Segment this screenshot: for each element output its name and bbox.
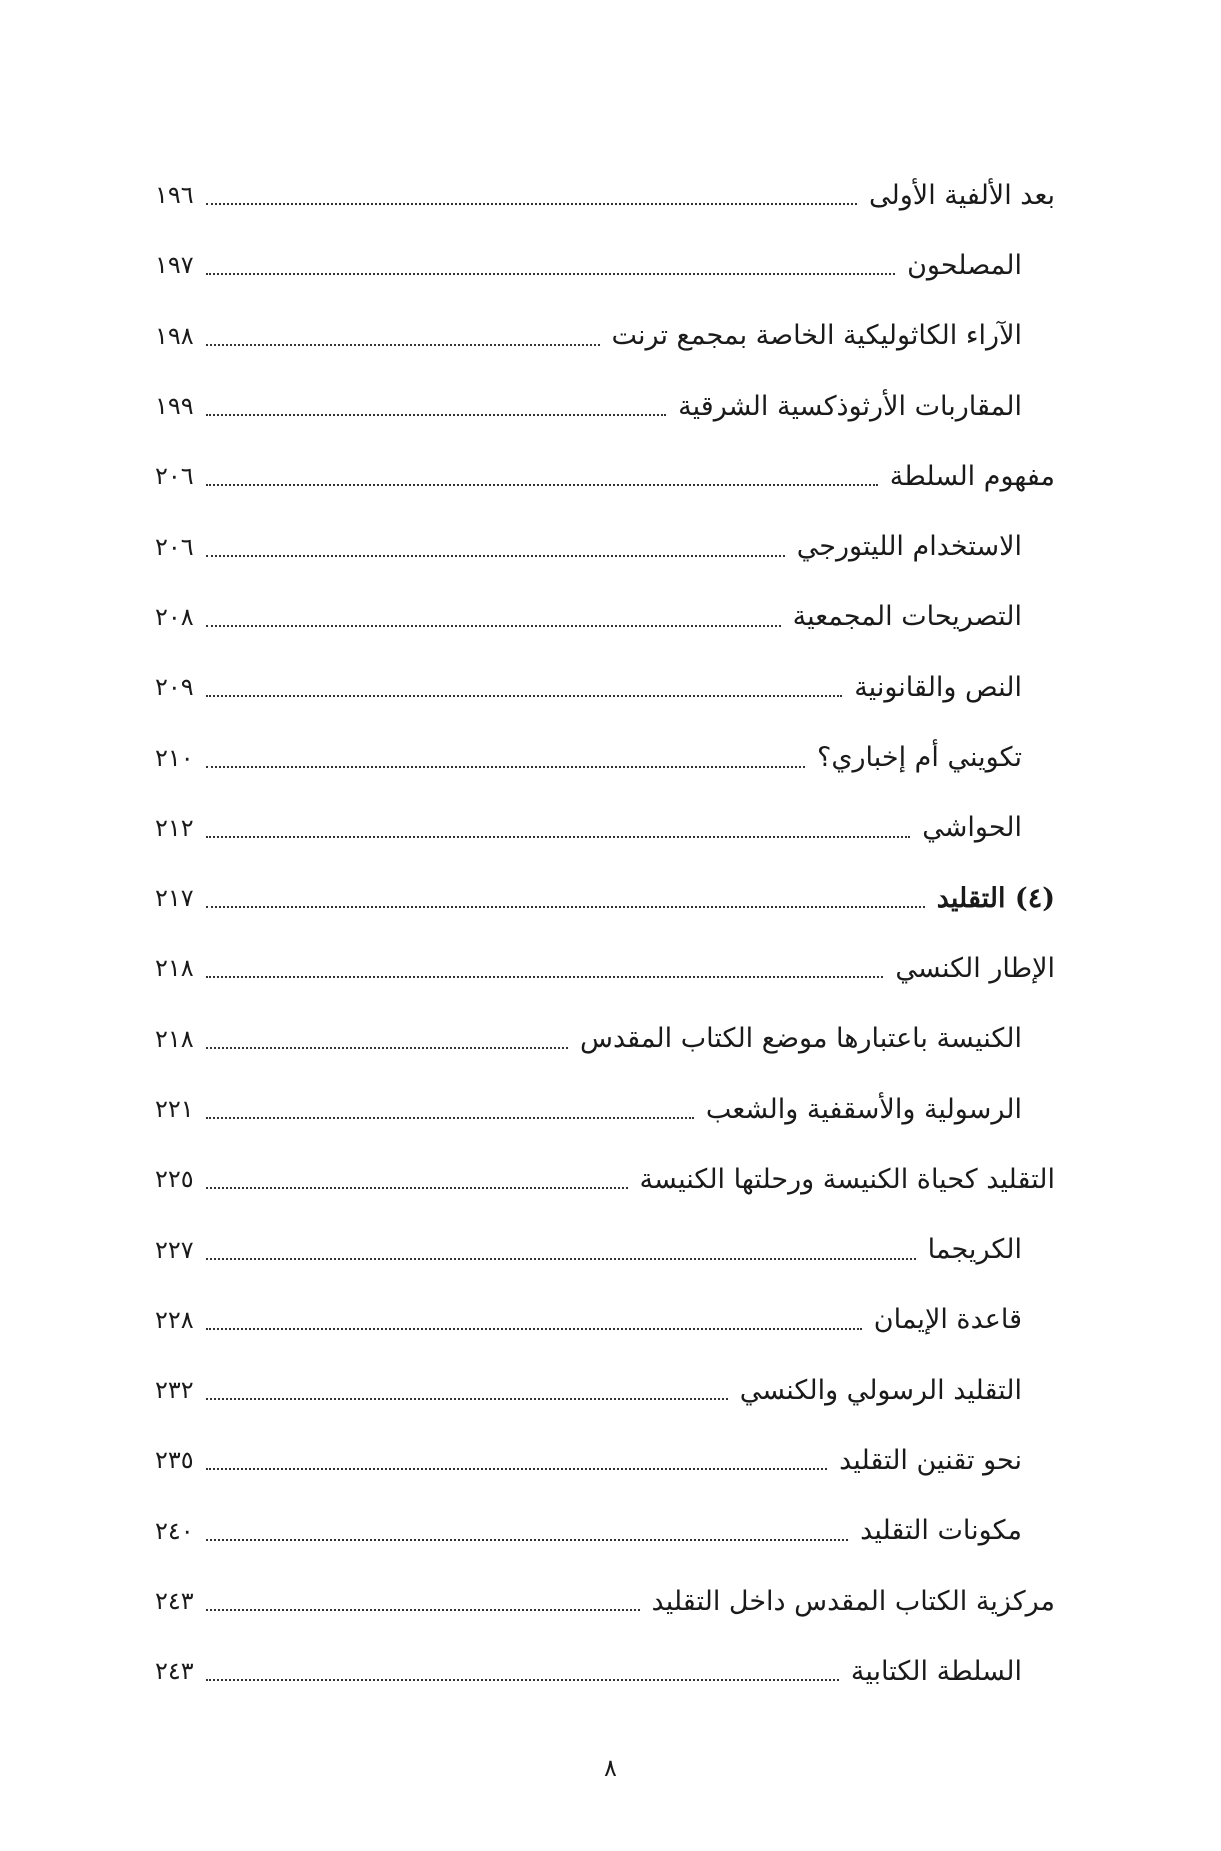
toc-entry-title: مكونات التقليد	[860, 1515, 1022, 1547]
toc-entry	[155, 1144, 1055, 1214]
toc-entry	[155, 652, 1055, 722]
toc-entry-title: السلطة الكتابية	[850, 1655, 1022, 1687]
toc-entry-page: ٢٣٥	[155, 1446, 194, 1475]
toc-entry-page: ١٩٦	[155, 181, 194, 210]
dot-leader	[206, 1398, 728, 1400]
toc-entry	[155, 1355, 1055, 1425]
toc-entry-title: تكويني أم إخباري؟	[817, 742, 1022, 774]
dot-leader	[206, 344, 600, 346]
toc-entry-page: ٢٣٢	[155, 1376, 194, 1405]
toc-entry-page: ٢٢٧	[155, 1235, 194, 1264]
toc-entry-title: الحواشي	[922, 812, 1022, 844]
dot-leader	[206, 273, 895, 275]
toc-entry-page: ٢٠٨	[155, 602, 194, 631]
toc-entry	[155, 1566, 1055, 1636]
dot-leader	[206, 625, 781, 627]
toc-entry	[155, 371, 1055, 441]
toc-entry-page: ١٩٨	[155, 321, 194, 350]
toc-entry-page: ٢٠٦	[155, 532, 194, 561]
toc-entry-title: التقليد الرسولي والكنسي	[739, 1374, 1022, 1406]
toc-entry-page: ١٩٧	[155, 251, 194, 280]
dot-leader	[206, 1679, 839, 1681]
toc-entry	[155, 160, 1055, 230]
toc-entry-page: ٢٤٣	[155, 1657, 194, 1686]
toc-entry	[155, 1496, 1055, 1566]
toc-entry-title: التقليد كحياة الكنيسة ورحلتها الكنيسة	[639, 1163, 1055, 1195]
toc-entry	[155, 1425, 1055, 1495]
toc-entry	[155, 1214, 1055, 1284]
page-number: ٨	[604, 1754, 617, 1782]
dot-leader	[206, 1328, 862, 1330]
toc-entry-page: ٢٢٨	[155, 1305, 194, 1334]
toc-entry-title: المقاربات الأرثوذكسية الشرقية	[678, 390, 1022, 422]
toc-entry	[155, 1074, 1055, 1144]
toc-entry-page: ٢٠٩	[155, 673, 194, 702]
toc-entry	[155, 793, 1055, 863]
dot-leader	[206, 203, 857, 205]
toc-entry-title: الاستخدام الليتورجي	[796, 531, 1022, 563]
toc-entry	[155, 863, 1055, 933]
dot-leader	[206, 906, 925, 908]
toc-entry-title: الرسولية والأسقفية والشعب	[705, 1093, 1022, 1125]
toc-entry-page: ٢٠٦	[155, 462, 194, 491]
dot-leader	[206, 1258, 916, 1260]
dot-leader	[206, 414, 667, 416]
toc-entry-page: ٢١٧	[155, 884, 194, 913]
toc-entry-title: الآراء الكاثوليكية الخاصة بمجمع ترنت	[611, 320, 1022, 352]
toc-entry-title: الكنيسة باعتبارها موضع الكتاب المقدس	[580, 1023, 1022, 1055]
toc-entry	[155, 301, 1055, 371]
toc-entry-title: نحو تقنين التقليد	[839, 1444, 1022, 1476]
toc-entry	[155, 722, 1055, 792]
dot-leader	[206, 1539, 848, 1541]
toc-entry-title: النص والقانونية	[854, 671, 1022, 703]
toc-entry-title: الإطار الكنسي	[895, 952, 1055, 984]
toc-entry-page: ٢١٨	[155, 1024, 194, 1053]
toc-entry-title: المصلحون	[907, 249, 1022, 281]
dot-leader	[206, 836, 911, 838]
table-of-contents	[155, 160, 1055, 1707]
toc-entry-title: الكريجما	[927, 1234, 1022, 1266]
toc-entry	[155, 1636, 1055, 1706]
dot-leader	[206, 1047, 568, 1049]
toc-entry-page: ٢١٨	[155, 954, 194, 983]
toc-entry-page: ٢٤٠	[155, 1516, 194, 1545]
dot-leader	[206, 976, 884, 978]
toc-entry-title: بعد الألفية الأولى	[869, 179, 1055, 211]
toc-entry-page: ٢١٠	[155, 743, 194, 772]
toc-entry	[155, 441, 1055, 511]
dot-leader	[206, 695, 843, 697]
dot-leader	[206, 484, 878, 486]
dot-leader	[206, 1117, 694, 1119]
dot-leader	[206, 555, 785, 557]
dot-leader	[206, 1187, 628, 1189]
toc-entry-page: ٢٢٥	[155, 1165, 194, 1194]
toc-entry-title: التصريحات المجمعية	[792, 601, 1022, 633]
toc-entry-page: ٢٤٣	[155, 1587, 194, 1616]
toc-entry-page: ٢١٢	[155, 813, 194, 842]
dot-leader	[206, 1468, 827, 1470]
dot-leader	[206, 766, 805, 768]
toc-entry-title: قاعدة الإيمان	[873, 1304, 1022, 1336]
toc-entry	[155, 230, 1055, 300]
toc-entry-page: ٢٢١	[155, 1095, 194, 1123]
toc-entry-title: (٤) التقليد	[936, 882, 1055, 914]
toc-entry-title: مركزية الكتاب المقدس داخل التقليد	[651, 1585, 1055, 1617]
dot-leader	[206, 1609, 640, 1611]
toc-entry	[155, 1285, 1055, 1355]
toc-entry	[155, 1004, 1055, 1074]
toc-entry	[155, 511, 1055, 581]
toc-entry-title: مفهوم السلطة	[889, 460, 1055, 492]
toc-entry	[155, 933, 1055, 1003]
toc-entry	[155, 582, 1055, 652]
toc-entry-page: ١٩٩	[155, 392, 194, 421]
